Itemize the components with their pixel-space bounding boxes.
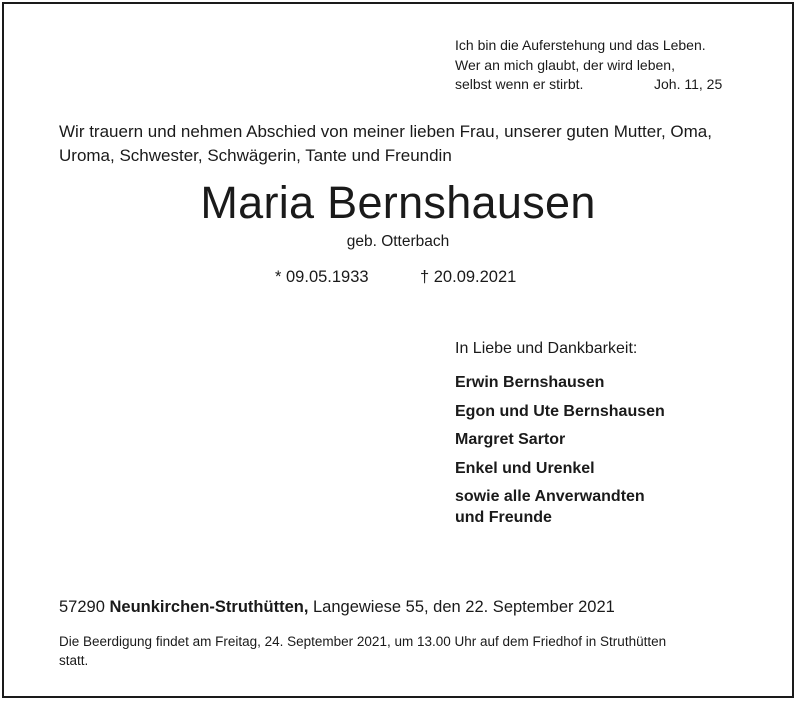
deceased-name: Maria Bernshausen (200, 177, 596, 228)
mourners-heading: In Liebe und Dankbarkeit: (455, 340, 638, 357)
bible-verse (455, 36, 735, 95)
notice-border (2, 2, 794, 698)
address-rest: Langewiese 55, den 22. September 2021 (313, 598, 615, 616)
intro-text (59, 120, 759, 168)
death-date: † 20.09.2021 (420, 268, 517, 286)
funeral-line-2: statt. (59, 653, 89, 668)
closing-line-1: sowie alle Anverwandten (455, 488, 645, 505)
mourner-name: Margret Sartor (455, 431, 566, 448)
mourner-name: Erwin Bernshausen (455, 374, 605, 391)
birth-date: * 09.05.1933 (275, 268, 369, 286)
mourner-name: Enkel und Urenkel (455, 459, 595, 477)
intro-line-1: Wir trauern und nehmen Abschied von meiner lieben Frau, unserer guten Mutter, Oma, (59, 122, 712, 141)
mourner-closing (455, 486, 785, 528)
intro-line-2: Uroma, Schwester, Schwägerin, Tante und Freundin (59, 146, 452, 165)
verse-reference: Joh. 11, 25 (654, 76, 723, 92)
mourners-list (455, 372, 785, 536)
postcode: 57290 (59, 598, 105, 616)
funeral-info (59, 632, 759, 670)
maiden-name: geb. Otterbach (346, 233, 450, 250)
closing-line-2: und Freunde (455, 509, 552, 526)
address-line (59, 596, 615, 618)
mourner-name: Egon und Ute Bernshausen (455, 402, 665, 420)
town: Neunkirchen-Struthütten, (109, 598, 309, 616)
funeral-line-1: Die Beerdigung findet am Freitag, 24. September 2021, um 13.00 Uhr auf dem Friedhof in Struthütten (59, 634, 667, 649)
verse-line-2: Wer an mich glaubt, der wird leben, (455, 56, 675, 73)
verse-line-3: selbst wenn er stirbt. (455, 76, 584, 92)
verse-line-1: Ich bin die Auferstehung und das Leben. (455, 37, 706, 53)
